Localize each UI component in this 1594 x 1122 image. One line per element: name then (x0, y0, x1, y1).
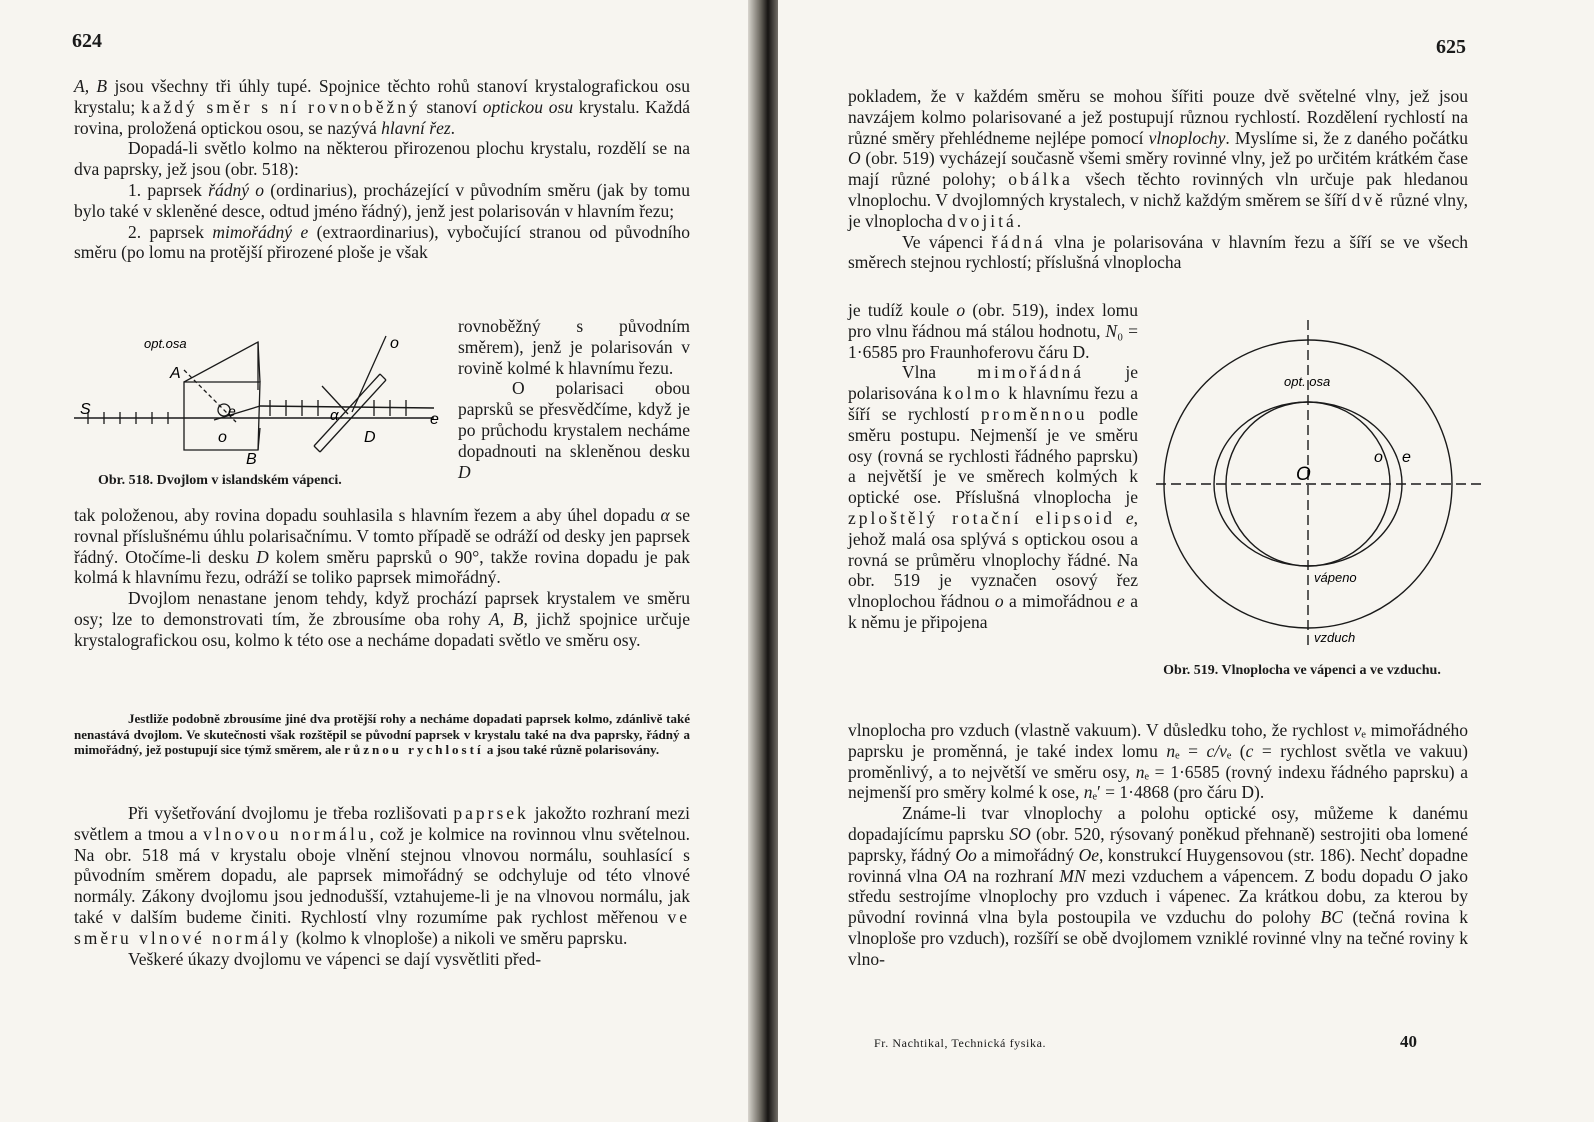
text-run: = rychlost světla ve vakuu) proměnlivý, a to největší ve směru osy, (848, 740, 1468, 782)
paragraph (74, 588, 690, 650)
spaced-run: kolmo (943, 383, 1003, 404)
text-run: (ordinarius), procházející v původním směru (jak by tomu bylo také v skleněné desce, odtud jméno řádný), jenž jest polarisován v hlavním řezu; (74, 179, 690, 221)
left-side-text (458, 316, 690, 482)
spaced-run: obálka (1008, 169, 1073, 190)
figure-518-caption: Obr. 518. Dvojlom v islandském vápenci. (98, 473, 342, 488)
italic-run: n (1083, 782, 1093, 803)
paragraph (74, 505, 690, 588)
text-run: , jehož malá osa splývá s optickou osou a rovná se průměru vlnoplochy řádné. Na obr. 519 je vyznačen osový řez vlnoplochou řádnou (848, 507, 1138, 612)
label-vapeno: vápeno (1314, 570, 1357, 585)
footer-author: Fr. Nachtikal, Technická fysika. (874, 1036, 1047, 1050)
italic-run: D (458, 461, 471, 482)
figure-519 (1156, 316, 1488, 652)
footer-sheet-number: 40 (1400, 1032, 1417, 1051)
italic-run: hlavní řez (381, 117, 451, 138)
italic-run: MN (1059, 865, 1086, 886)
small-note (74, 711, 690, 758)
page-number-right: 625 (1436, 36, 1466, 58)
text-run: kolem směru paprsků o 90°, takže rovina dopadu je pak kolmá k hlavnímu řezu, odráží se toliko paprsek mimořádný. (74, 546, 691, 588)
paragraph (74, 711, 690, 758)
paragraph (74, 180, 690, 222)
label-e-ray: e (228, 403, 236, 419)
right-side-text (848, 300, 1138, 633)
italic-run: c/v (1206, 740, 1227, 761)
label-b: B (246, 451, 257, 468)
spaced-run: každý směr s ní rovnoběžný (140, 96, 421, 117)
paragraph (848, 232, 1468, 274)
spaced-run: dvojitá (947, 210, 1017, 231)
ray-ticks (88, 400, 406, 424)
crystal-edge-top (184, 342, 260, 382)
text-run: mezi vzduchem a vápencem. Z bodu dopadu (1085, 865, 1420, 886)
spaced-run: vlnovou normálu (203, 823, 370, 844)
italic-run: n (1166, 740, 1176, 761)
italic-run: o (956, 300, 966, 320)
left-text-bottom (74, 803, 690, 969)
text-run: všech těchto rovinných vln určuje pak hledanou vlnoplochu. V dvojlomných krystalech, v nichž každým směrem se šíří (848, 169, 1468, 210)
text-run: jakožto rozhraní mezi světlem a tmou a (74, 803, 690, 844)
spaced-run: různou rychlostí (344, 742, 484, 757)
text-run: (tečná rovina k vlnoploše pro vzduch), rozšíří se obě dvojlomem vzniklé rovinné vlny na tečné roviny k vlno- (848, 907, 1468, 969)
text-run: jako středu sestrojíme vlnoplochy pro vzduch i vápenec. Za krátkou dobu, za kterou by původní rovinná vlna byla postoupila ve vzduchu do polohy (848, 865, 1468, 928)
label-optosa: opt.osa (144, 336, 187, 351)
italic-run: v (1353, 720, 1362, 740)
paragraph (848, 720, 1468, 803)
text-run: O polarisaci obou paprsků se přesvědčíme, když je po průchodu krystalem necháme dopadnouti na skleněnou desku (458, 378, 690, 461)
label-a: A (170, 365, 181, 382)
text-run: podle směru postupu. Nejmenší je ve směru osy (rovná se rychlosti řádného paprsku) a největší je ve směrech kolmých k optické ose. Příslušná vlnoplocha je (848, 403, 1138, 508)
paragraph (74, 949, 690, 970)
label-o-ray: o (218, 429, 227, 446)
paragraph (74, 138, 690, 180)
label-alpha: α (330, 407, 339, 424)
left-text-middle (74, 505, 690, 651)
text-run: stanoví (420, 96, 483, 117)
text-run: a mimořádný (976, 844, 1079, 865)
text-run: k hlavnímu řezu a šíří se rychlostí (848, 383, 1139, 424)
text-run: Veškeré úkazy dvojlomu ve vápenci se dají vysvětliti před- (128, 948, 542, 969)
text-run: Vlna (902, 362, 978, 383)
spaced-run: paprsek (453, 803, 529, 823)
italic-run: α (660, 505, 670, 525)
text-run: jsou všechny tři úhly tupé. Spojnice těchto rohů stanoví krystalografickou osu krystalu; (74, 76, 690, 117)
italic-run: vlnoplochy (1148, 127, 1226, 148)
label-d: D (364, 429, 376, 446)
text-run: Dvojlom nenastane jenom tehdy, když prochází paprsek krystalem ve směru osy; lze to demonstrovati tím, že zbrousíme oba rohy (74, 588, 690, 629)
right-text-top (848, 86, 1468, 273)
italic-run: A, B (74, 76, 108, 96)
italic-run: Oo (955, 844, 977, 865)
label-origin: O (1296, 464, 1311, 485)
paragraph (458, 378, 690, 482)
paragraph (848, 362, 1138, 632)
text-run: a jsou také různě polarisovány. (483, 742, 660, 757)
italic-run: optickou osu (482, 96, 574, 117)
page-number-left: 624 (72, 30, 102, 52)
paragraph (848, 803, 1468, 969)
italic-run: OA (943, 865, 967, 886)
italic-run: BC (1320, 907, 1343, 928)
text-run: vlnoplocha pro vzduch (vlastně vakuum). V důsledku toho, že rychlost (848, 720, 1354, 740)
spaced-run: ve směru vlnové normály (74, 906, 690, 948)
text-run: 1. paprsek (128, 179, 209, 200)
text-run: na rozhraní (966, 865, 1060, 886)
text-run: krystalu. Každá rovina, proložená optickou osou, se nazývá (74, 96, 690, 138)
text-run: ₑ mimořádného paprsku je proměnná, je také index lomu (848, 720, 1468, 761)
text-run: a k němu je připojena (848, 591, 1138, 632)
spaced-run: mimořádná (977, 362, 1085, 383)
paragraph (848, 300, 1138, 362)
text-run: , což je kolmice na rovinnou vlnu světelnou. Na obr. 518 má v krystalu oboje vlnění stejnou vlnovou normálu, souhlasící s původním směrem dopadu, ale paprsek mimořádný se odchyluje od této vlnové normály. Zákony dvojlomu jsou jednodušší, vztahujeme-li je na vlnovou normálu, jak také v dalším budeme činiti. Rychlostí vlny rozumíme pak rychlost měřenou (74, 823, 690, 927)
italic-run: SO (1009, 823, 1031, 844)
label-e: e (1402, 449, 1411, 466)
italic-run: O (848, 148, 861, 169)
italic-run: c (1245, 740, 1254, 761)
text-run: vlna je polarisována v hlavním řezu a šíří se ve všech směrech stejnou rychlostí; příslušná vlnoplocha (848, 231, 1468, 273)
italic-run: o (994, 591, 1004, 612)
italic-run: e (1117, 591, 1125, 612)
paragraph (848, 86, 1468, 232)
paragraph (74, 803, 690, 949)
left-page (0, 0, 758, 1122)
paragraph (74, 76, 690, 138)
text-run: ₑ = (1175, 740, 1207, 761)
text-run: (obr. 519), index lomu pro vlnu řádnou má stálou hodnotu, (848, 300, 1138, 341)
text-run: 2. paprsek (128, 221, 213, 242)
text-run: . Myslíme si, že z daného počátku (1225, 127, 1468, 148)
label-optosa: opt. osa (1284, 374, 1331, 389)
figure-518 (74, 328, 452, 468)
italic-run: D (256, 546, 269, 567)
label-o-top: o (390, 335, 399, 352)
text-run: jichž spojnice určuje krystalografickou osu, kolmo k této ose a necháme dopadati světlo ve směru osy. (74, 608, 690, 650)
text-run: Ve vápenci (902, 231, 992, 252)
text-run: ₑ ( (1226, 740, 1246, 761)
paragraph (74, 222, 690, 264)
text-run: (extraordinarius), vybočující stranou od původního směru (po lomu na protější přirozené ploše je však (74, 221, 690, 263)
italic-run: mimořádný e (212, 221, 309, 242)
right-page (778, 0, 1594, 1122)
left-text-top (74, 76, 690, 263)
spaced-run: zploštělý rotační elipsoid (848, 507, 1115, 528)
text-run: rovnoběžný s původním směrem), jenž je polarisován v rovině kolmé k hlavnímu řezu. (458, 316, 690, 378)
spaced-run: proměnnou (980, 403, 1088, 424)
text-run (1115, 508, 1126, 528)
text-run: a mimořádnou (1003, 591, 1118, 612)
text-run: Dopadá-li světlo kolmo na některou přirozenou plochu krystalu, rozdělí se na dva paprsky, jež jsou (obr. 518): (74, 138, 690, 180)
text-run: . (1016, 210, 1022, 231)
text-run: pokladem, že v každém směru se mohou šířiti pouze dvě světelné vlny, jež jsou navzájem kolmo polarisované a jež postupují různou rychlostí. Rozdělení rychlostí na různé směry přehlédneme nejlépe pomocí (848, 86, 1468, 148)
italic-run: řádný o (208, 179, 265, 200)
spaced-run: řádná (991, 231, 1046, 252)
text-run: (obr. 520, rýsovaný poněkud přehnaně) sestrojiti oba lomené paprsky, řádný (848, 823, 1469, 865)
text-run: (obr. 519) vycházejí současně všemi směry rovinné vlny, jež po určitém krátkém čase mají různé polohy; (848, 148, 1468, 190)
italic-run: n (1135, 761, 1145, 782)
text-run: tak položenou, aby rovina dopadu souhlasila s hlavním řezem a aby úhel dopadu (74, 505, 661, 525)
text-run: ₀ = 1·6585 pro Fraunhoferovu čáru D. (848, 320, 1138, 362)
text-run: (kolmo k vlnoploše) a nikoli ve směru paprsku. (291, 927, 628, 948)
label-vzduch: vzduch (1314, 630, 1356, 645)
figure-519-caption: Obr. 519. Vlnoplocha ve vápenci a ve vzduchu. (1163, 663, 1441, 678)
paragraph (458, 316, 690, 378)
text-run: různé vlny, je vlnoplocha (848, 189, 1468, 231)
text-run: ₑ = 1·6585 (rovný indexu řádného paprsku) a nejmenší pro směry kolmé k ose, (848, 761, 1468, 803)
label-o: o (1374, 449, 1383, 466)
label-s: S (80, 401, 91, 418)
italic-run: O (1419, 865, 1432, 886)
spaced-run: dvě (1351, 189, 1386, 210)
italic-run: A, B, (489, 608, 528, 629)
text-run: , konstrukcí Huygensovou (str. 186). Nechť dopadne rovinná vlna (848, 844, 1469, 886)
text-run: Jestliže podobně zbrousíme jiné dva protější rohy a necháme dopadati paprsek kolmo, zdánlivě také nenastává dvojlom. Ve skutečnosti však rozštěpil se původní paprsek v krystalu také na dva paprsky, řádný a mimořádný, jež postupují sice týmž směrem, ale (74, 711, 690, 757)
text-run: Při vyšetřování dvojlomu je třeba rozlišovati (128, 803, 454, 823)
text-run: se rovnal příslušnému úhlu polarisačnímu. V tomto případě se odráží od desky jen paprsek řádný. Otočíme-li desku (74, 505, 690, 567)
text-run: ₑ′ = 1·4868 (pro čáru D). (1092, 782, 1265, 803)
right-text-bottom (848, 720, 1468, 970)
text-run: Známe-li tvar vlnoplochy a polohu optické osy, můžeme k danému dopadajícímu paprsku (848, 803, 1468, 844)
text-run: je tudíž koule (848, 300, 957, 320)
label-e: e (430, 411, 439, 428)
text-run: je polarisována (848, 362, 1138, 404)
italic-run: Oe (1078, 844, 1099, 865)
text-run: . (450, 117, 456, 138)
italic-run: N (1105, 320, 1118, 341)
italic-run: e (1125, 507, 1134, 528)
